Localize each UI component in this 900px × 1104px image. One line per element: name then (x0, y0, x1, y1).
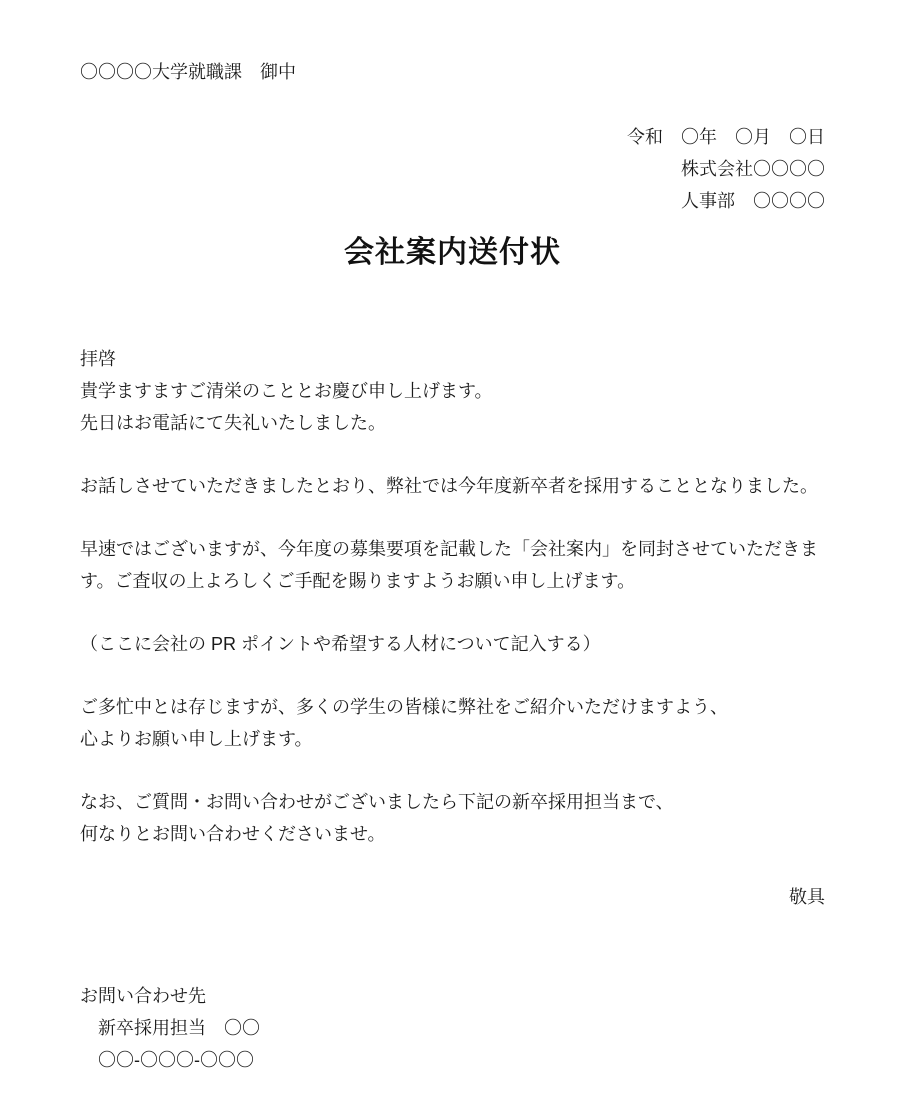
contact-phone: 〇〇-〇〇〇-〇〇〇 (98, 1050, 254, 1070)
body-line: なお、ご質問・お問い合わせがございましたら下記の新卒採用担当まで、 (80, 792, 674, 812)
paragraph-greeting (80, 343, 825, 439)
body-line: 心よりお願い申し上げます。 (80, 729, 313, 749)
recipient-line: 〇〇〇〇大学就職課 御中 (80, 62, 296, 82)
paragraph-announcement (80, 470, 825, 502)
body-line: す。ご査収の上よろしくご手配を賜りますようお願い申し上げます。 (80, 571, 636, 591)
contact-block (80, 980, 825, 1076)
body-line: お話しさせていただきましたとおり、弊社では今年度新卒者を採用することとなりました。 (80, 476, 818, 496)
department-line: 人事部 〇〇〇〇 (681, 191, 825, 211)
body-line: 貴学ますますご清栄のこととお慶び申し上げます。 (80, 381, 493, 401)
date-line: 令和 〇年 〇月 〇日 (627, 127, 825, 147)
salutation-line: 拝啓 (80, 349, 116, 369)
paragraph-inquiry (80, 786, 825, 850)
letter-body (80, 343, 825, 913)
contact-heading: お問い合わせ先 (80, 986, 206, 1006)
body-line: 何なりとお問い合わせくださいませ。 (80, 824, 386, 844)
date-block (80, 121, 825, 217)
body-line: ご多忙中とは存じますが、多くの学生の皆様に弊社をご紹介いただけますよう、 (80, 697, 728, 717)
document-title: 会社案内送付状 (344, 236, 561, 269)
body-line: 先日はお電話にて失礼いたしました。 (80, 413, 386, 433)
paragraph-request (80, 691, 825, 755)
body-line: 早速ではございますが、今年度の募集要項を記載した「会社案内」を同封させていただきま (80, 539, 818, 559)
closing-word: 敬具 (789, 887, 825, 907)
contact-person: 新卒採用担当 〇〇 (98, 1018, 260, 1038)
paragraph-pr-placeholder (80, 628, 825, 660)
paragraph-enclosure (80, 533, 825, 597)
body-line: （ここに会社の PR ポイントや希望する人材について記入する） (80, 634, 601, 654)
company-line: 株式会社〇〇〇〇 (681, 159, 825, 179)
